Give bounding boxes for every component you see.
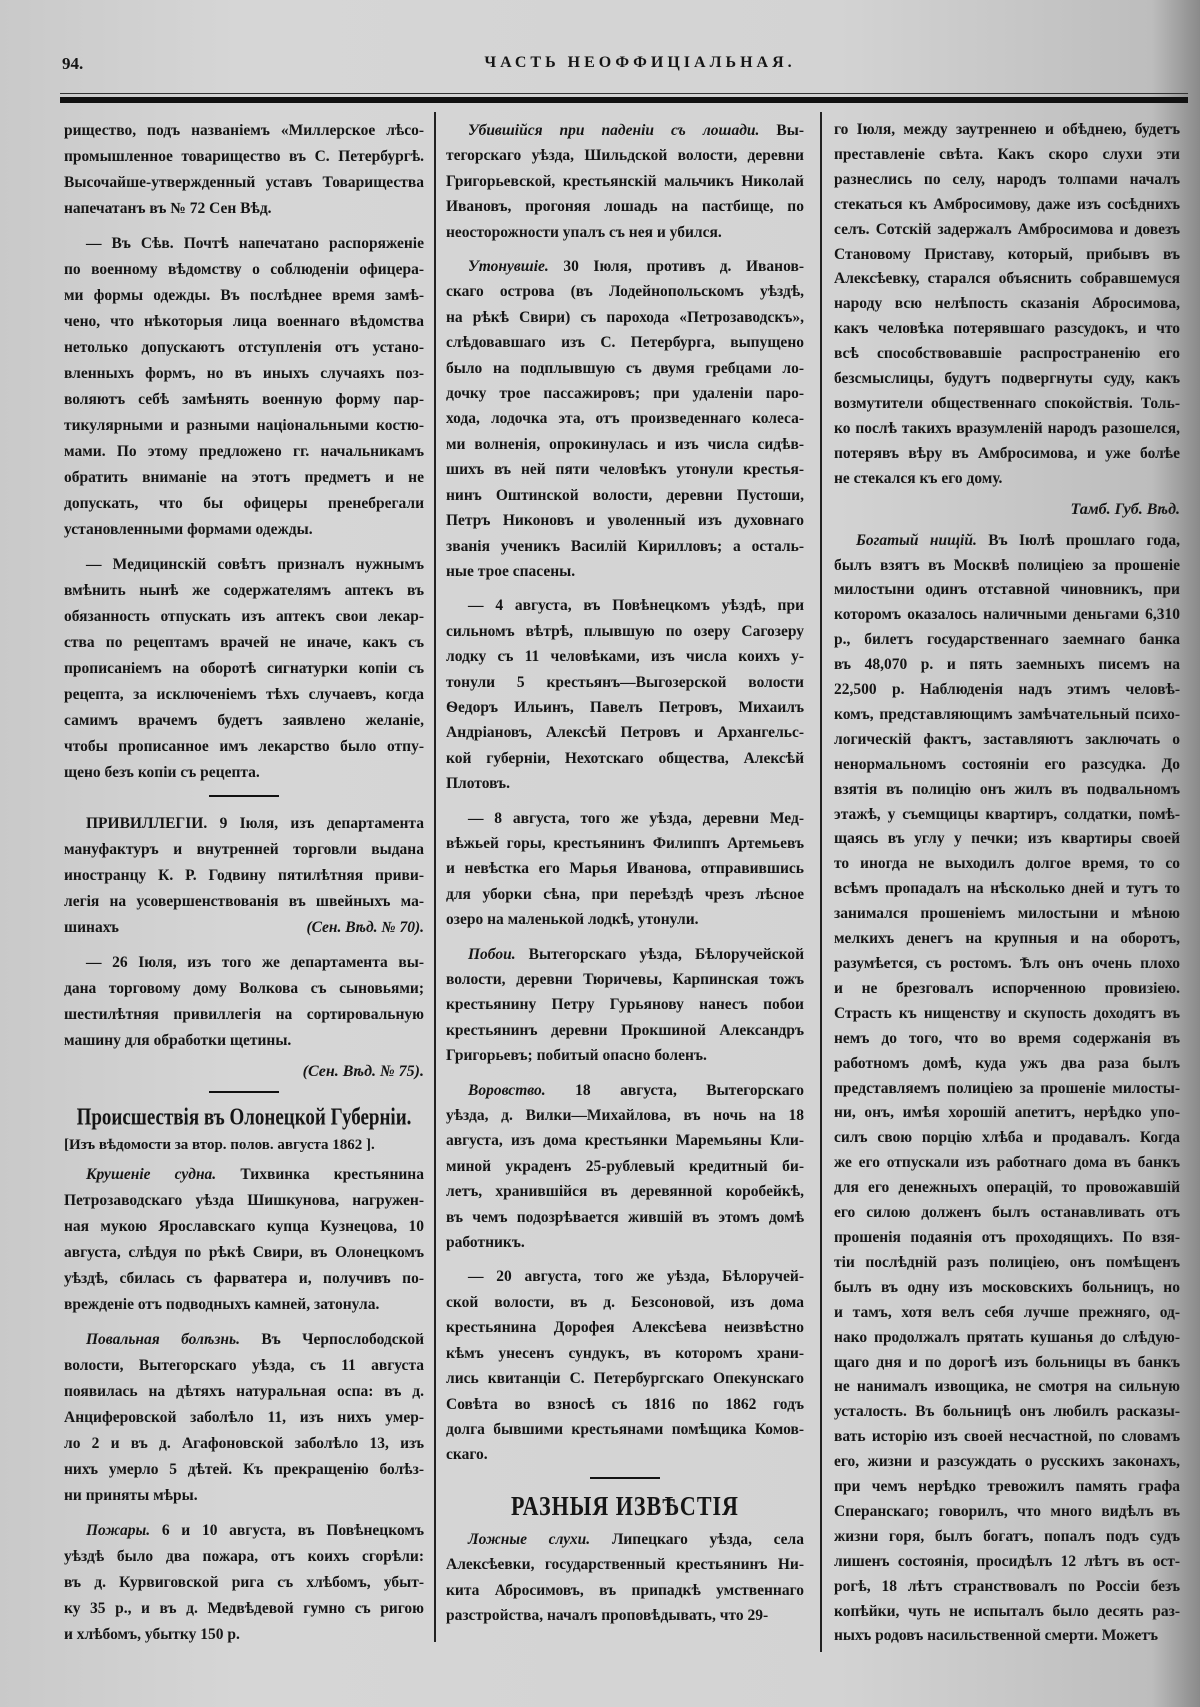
separator-rule — [209, 1091, 279, 1093]
text-line: волости, Вытегорскаго уѣзда, съ 11 августа — [64, 1357, 424, 1374]
text-line: и невѣстка его Марья Иванова, отправившись — [446, 860, 804, 878]
text-line: крестьянину Петру Гурьянову нанесъ побои — [446, 996, 804, 1014]
text-line: Высочайше-утвержденный уставъ Товарищества — [64, 174, 424, 191]
text-line: рищество, подъ названіемъ «Миллерское лѣсо- — [64, 122, 424, 139]
text-line: ные трое спасены. — [446, 562, 576, 580]
text-line: тіи послѣдній разъ полиціею, онъ помѣщенъ — [834, 1253, 1180, 1271]
text-line: этажѣ, у съемщицы квартиръ, солдатки, помѣ- — [834, 805, 1180, 823]
text-line: представляемъ полиціею за прошеніе милосты- — [834, 1079, 1180, 1097]
text-line: чтобы прописанное имъ лекарство было отпу- — [64, 738, 424, 755]
paragraph — [446, 118, 804, 245]
column-divider — [820, 112, 822, 1652]
text-line: го Іюля, между заутреннею и обѣднею, будетъ — [834, 121, 1180, 138]
text-line: Ивановъ, прогоняя лошадь на пастбище, по — [446, 198, 804, 216]
text-line: при чемъ нерѣдко тревожилъ память графа — [834, 1478, 1180, 1496]
text-line: ныхъ родовъ насильственной смерти. Можетъ — [834, 1627, 1159, 1645]
paragraph-lead: Пожары. — [86, 1522, 151, 1539]
text-line: летъ, хранившійся въ деревянной коробейкѣ, — [446, 1183, 804, 1201]
text-line: мами. По этому предложено гг. начальникамъ — [64, 443, 424, 460]
text-line: его, жизни и разсуждать о русскихъ законахъ, — [834, 1453, 1180, 1471]
text-line: Богатый нищій. Въ Іюлѣ прошлаго года, — [856, 531, 1180, 549]
paragraph-lead: Ложные слухи. — [468, 1530, 591, 1548]
text-line: взятія въ полицію онъ жилъ въ подвальномъ — [834, 780, 1180, 798]
paragraph — [446, 254, 804, 584]
text-line: врежденіе отъ подводныхъ камней, затонула. — [64, 1296, 380, 1313]
text-line: въ д. Курвиговской рига съ хлѣбомъ, убыт- — [64, 1574, 424, 1591]
text-line: шестилѣтняя привиллегія на сортировальную — [64, 1006, 424, 1023]
text-line: въ 48,070 р. и пять заемныхъ писемъ на — [834, 656, 1180, 674]
text-line: августа, изъ дома крестьянки Маремьяны Кли- — [446, 1132, 804, 1150]
text-line: безсмыслицы, будутъ подвергнуты суду, какъ — [834, 370, 1180, 388]
paragraph-lead: Крушеніе судна. — [86, 1166, 217, 1183]
text-line: Крушеніе судна. Тихвинка крестьянина — [86, 1166, 424, 1183]
text-line: вѣжьей горы, крестьянинъ Филиппъ Артемьевъ — [446, 834, 804, 852]
text-line: милостыни одинъ отставной чиновникъ, при — [834, 581, 1180, 599]
column-1 — [64, 118, 424, 1657]
text-line: по военному вѣдомству о соблюденіи офицера- — [64, 261, 424, 278]
text-line: Ложные слухи. Липецкаго уѣзда, села — [468, 1530, 804, 1548]
text-line: самимъ врачемъ будетъ заявлено желаніе, — [64, 712, 424, 729]
text-line: ми волненія, опрокинулась и изъ числа сидѣв- — [446, 435, 804, 453]
text-line: дана торговому дому Волкова съ сыновьями; — [64, 980, 424, 997]
text-line: Петръ Никоновъ и уволенный изъ духовнаго — [446, 512, 804, 530]
text-line: не стекался къ его дому. — [834, 469, 1003, 487]
text-line: чено, что нѣкоторыя лица военнаго вѣдомства — [64, 313, 424, 330]
paragraph — [446, 1078, 804, 1256]
text-line: скаго острова (въ Лодейнопольскомъ уѣздѣ, — [446, 283, 804, 301]
section-heading: Происшествія въ Олонецкой Губерніи. — [76, 1104, 412, 1131]
text-line: ПРИВИЛЛЕГІИ. 9 Іюля, изъ департамента — [86, 815, 424, 832]
text-line: для его денежныхъ операцій, то провожавшій — [834, 1179, 1180, 1197]
column-divider — [434, 112, 436, 1642]
text-line: Повальная болѣзнь. Въ Черпослободской — [86, 1331, 424, 1348]
text-line: — 4 августа, въ Повѣнецкомъ уѣздѣ, при — [468, 597, 804, 615]
text-line: Воровство. 18 августа, Вытегорскаго — [468, 1081, 804, 1099]
text-line: занимался прошеніемъ милостыни и мѣною — [834, 905, 1180, 923]
text-line: Алексѣевки, государственный крестьянинъ Ни- — [446, 1556, 804, 1574]
column-3 — [834, 118, 1180, 1658]
text-line: Становому Приставу, который, прибывъ въ — [834, 245, 1180, 263]
text-line: появилась на дѣтяхъ натуральная оспа: въ д. — [64, 1383, 424, 1400]
text-line: логическій фактъ, заставляютъ заключать о — [834, 730, 1180, 748]
text-line: уѣзда, д. Вилки—Михайлова, въ ночь на 18 — [446, 1107, 804, 1125]
text-line: — 20 августа, того же уѣзда, Бѣлоручей- — [468, 1268, 804, 1286]
paragraph-lead: Побои. — [468, 945, 516, 963]
text-line: то иногда не выходилъ долгое время, то со — [834, 855, 1180, 873]
text-line: званія ученикъ Василій Кирилловъ; а осталь- — [446, 537, 804, 555]
text-line: уѣздѣ, сбилась съ фарватера и, получивъ по- — [64, 1270, 424, 1287]
text-line: лодку съ 11 человѣками, изъ числа коихъ у- — [446, 648, 804, 666]
text-line: 22,500 р. Наблюденія надъ этимъ человѣ- — [834, 681, 1180, 699]
text-line: былъ взятъ въ Москвѣ полиціею за прошеніе — [834, 556, 1180, 574]
text-line: щаго дня и по дорогѣ изъ больницы въ банкъ — [834, 1353, 1180, 1371]
text-line: уѣздѣ было два пожара, отъ коихъ сгорѣли: — [64, 1548, 424, 1565]
text-line: въ чемъ подозрѣвается жившій въ этомъ домѣ — [446, 1208, 804, 1226]
text-line: р., билетъ государственнаго заемнаго банка — [834, 631, 1180, 649]
text-line: Ѳедоръ Ильинъ, Павелъ Петровъ, Михаилъ — [446, 698, 804, 716]
paragraph-lead: Убившійся при паденіи съ лошади. — [468, 122, 760, 139]
text-line: Сперанскаго; говорилъ, что много видѣлъ въ — [834, 1502, 1180, 1520]
text-line: жизни горя, былъ богатъ, попалъ подъ судъ — [834, 1527, 1180, 1545]
paragraph-lead: Повальная болѣзнь. — [86, 1331, 240, 1348]
paragraph — [834, 118, 1180, 492]
text-line: вленныхъ формъ, но въ иныхъ случаяхъ поз- — [64, 365, 424, 382]
text-line: неосторожности упалъ съ нея и убился. — [446, 223, 722, 241]
text-line: шихъ въ ней пяти человѣкъ утонули крестья- — [446, 461, 804, 479]
text-line: рогѣ, 18 лѣтъ странствовалъ по Россіи безъ — [834, 1577, 1180, 1595]
page-number: 94. — [62, 54, 84, 73]
running-title: ЧАСТЬ НЕОФФИЦІАЛЬНАЯ. — [484, 54, 796, 71]
text-line: Анциферовской заболѣло 11, изъ нихъ умер- — [64, 1409, 424, 1426]
text-line: крестьянинъ деревни Прокшиной Александръ — [446, 1021, 804, 1039]
text-line: ку 35 р., и въ д. Медвѣдевой гумно съ ригою — [64, 1600, 424, 1617]
text-line: работномъ домѣ, куда ужъ два раза былъ — [834, 1054, 1180, 1072]
text-line: копѣйки, чуть не испыталъ было десять раз- — [834, 1602, 1180, 1620]
separator-rule — [209, 795, 279, 797]
text-line: ная мукою Ярославскаго купца Кузнецова, 10 — [64, 1218, 424, 1235]
text-line: вать исторію изъ своей несчастной, по словамъ — [834, 1428, 1180, 1446]
text-line: преставленіе свѣта. Какъ скоро слухи эти — [834, 145, 1180, 163]
text-line: и не брезговалъ испорченною провизіею. — [834, 979, 1180, 997]
paragraph-lead: Воровство. — [468, 1081, 546, 1099]
text-line: — 8 августа, того же уѣзда, деревни Мед- — [468, 809, 804, 827]
section-subtitle: [Изъ вѣдомости за втор. полов. августа 1862 ]. — [64, 1137, 375, 1153]
source-citation: (Сен. Вѣд. № 75). — [302, 1063, 424, 1080]
text-line: скаго. — [446, 1446, 488, 1464]
text-line: долга бывшими крестьянами помѣщика Комов- — [446, 1420, 804, 1438]
text-line: разнеслись по селу, народъ толпами началъ — [834, 170, 1180, 188]
text-line: волости, деревни Тюричевы, Карпинская тожъ — [446, 971, 804, 988]
text-line: на рѣкѣ Свири) съ парохода «Петрозаводскъ», — [446, 308, 804, 326]
text-line: былъ въ одну изъ московскихъ больницъ, но — [834, 1278, 1180, 1296]
text-line: слѣдовавшаго изъ С. Петербурга, выпущено — [446, 334, 804, 352]
paragraph — [64, 231, 424, 543]
text-line: и тамъ, хотя велъ себя лучше прежняго, од- — [834, 1303, 1180, 1321]
paragraph — [834, 529, 1180, 1650]
text-line: стекаться къ Амбросимову, даже изъ сосѣднихъ — [834, 195, 1180, 213]
paragraph — [64, 950, 424, 1054]
text-line: кой губерніи, Нехотскаго общества, Алексѣй — [446, 749, 804, 767]
text-line: было на подплывшую съ двумя гребцами ло- — [446, 359, 804, 377]
text-line: миной украденъ 25-рублевый кредитный би- — [446, 1157, 804, 1175]
text-line: Григорьевской, крестьянскій мальчикъ Николай — [446, 172, 804, 190]
text-line: Утонувшіе. 30 Іюля, противъ д. Иванов- — [468, 258, 804, 276]
paragraph — [446, 1264, 804, 1467]
text-line: и хлѣбомъ, убытку 150 р. — [64, 1626, 240, 1643]
text-line: его силою долженъ былъ останавливать отъ — [834, 1204, 1180, 1222]
paragraph — [446, 1527, 804, 1629]
text-line: напечатанъ въ № 72 Сен Вѣд. — [64, 200, 272, 217]
text-line: рецепта, за исключеніемъ тѣхъ случаевъ, когда — [64, 686, 424, 703]
text-line: силъ свою порцію хлѣба и продавалъ. Когда — [834, 1129, 1180, 1147]
text-line: легія на усовершенствованія въ швейныхъ ма- — [64, 893, 424, 910]
text-line: ни, онъ, имѣя хорошій апетитъ, нерѣдко упо- — [834, 1104, 1180, 1122]
text-line: ни приняты мѣры. — [64, 1487, 198, 1504]
paragraph — [446, 593, 804, 796]
text-line: прописаніемъ на оборотѣ сигнатурки копіи съ — [64, 660, 424, 677]
text-line: Петрозаводскаго уѣзда Шишкунова, нагружен- — [64, 1192, 424, 1209]
text-line: же его отпускали изъ работнаго дома въ банкъ — [834, 1154, 1180, 1172]
source-citation: (Сен. Вѣд. № 70). — [306, 919, 424, 936]
text-line: лишенъ состоянія, просидѣлъ 12 лѣтъ въ ост- — [834, 1552, 1180, 1570]
text-line: нихъ умерло 5 дѣтей. Къ прекращенію болѣз- — [64, 1461, 424, 1478]
text-line: немъ до того, что во время содержанія въ — [834, 1029, 1180, 1047]
text-line: машину для обработки щетины. — [64, 1032, 292, 1049]
text-line: мелкихъ денегъ на крупныя и на оборотъ, — [834, 930, 1180, 948]
header-rule-thick — [60, 97, 1188, 103]
text-line: допускать, что бы офицеры пренебрегали — [64, 495, 424, 512]
text-line: мануфактуръ и внутренней торговли выдана — [64, 841, 424, 858]
text-line: щаясь въ углу у печки; изъ квартиры своей — [834, 830, 1180, 848]
text-line: обратить вниманіе на этотъ предметъ и не — [64, 469, 424, 486]
text-line: иностранцу К. Р. Годвину пятилѣтняя приви- — [64, 867, 424, 884]
text-line: тегорскаго уѣзда, Шильдской волости, деревни — [446, 147, 804, 165]
text-line: Алексѣевку, старался объяснить собравшемуся — [834, 270, 1180, 288]
text-line: кѣмъ унесенъ сундукъ, въ которомъ храни- — [446, 1344, 804, 1362]
paragraph — [64, 1518, 424, 1648]
text-line: народу всю нелѣпость сказанія Абросимова, — [834, 295, 1180, 313]
text-line: шинахъ (Сен. Вѣд. № 70). — [64, 915, 424, 941]
text-line: Убившійся при паденіи съ лошади. Вы- — [468, 122, 804, 139]
text-line: промышленное товарищество въ С. Петербургѣ. — [64, 148, 424, 165]
paragraph — [64, 118, 424, 222]
text-line: — Медицинскій совѣтъ призналъ нужнымъ — [86, 556, 424, 573]
text-line: работникъ. — [446, 1234, 525, 1252]
paragraph — [64, 1162, 424, 1318]
text-line: сильномъ вѣтрѣ, плывшую по озеру Сагозеру — [446, 622, 804, 640]
text-line: нетолько допускаютъ отступленія отъ устано- — [64, 339, 424, 356]
text-line: вмѣнить нынѣ же содержателямъ аптекъ въ — [64, 582, 424, 599]
paragraph — [446, 942, 804, 1069]
text-line: ло 2 и въ д. Агафоновской заболѣло 13, изъ — [64, 1435, 424, 1452]
text-line: крестьянина Дорофея Алексѣева неизвѣстно — [446, 1319, 804, 1337]
text-line: Страсть къ нищенству и скупость доходятъ въ — [834, 1004, 1180, 1022]
text-line: — 26 Іюля, изъ того же департамента вы- — [86, 954, 424, 971]
text-line: всѣ способствовавшіе распространенію его — [834, 345, 1180, 363]
text-line: Побои. Вытегорскаго уѣзда, Бѣлоручейской — [468, 945, 804, 963]
text-line: возмутители общественнаго спокойствія. Толь- — [834, 394, 1180, 412]
text-line: нинъ Оштинской волости, деревни Пустоши, — [446, 486, 804, 504]
text-line: комъ, представляющимъ замѣчательный психо- — [834, 705, 1180, 723]
text-line: для уборки сѣна, при переѣздѣ чрезъ лѣсное — [446, 885, 804, 903]
text-line: Григорьевъ; побитый опасно боленъ. — [446, 1047, 707, 1065]
text-line: обязанность отпускать изъ аптекъ свои лекар- — [64, 608, 424, 625]
text-line: Плотовъ. — [446, 775, 510, 793]
text-line: разстройства, началъ проповѣдывать, что 29- — [446, 1606, 769, 1624]
section-heading: РАЗНЫЯ ИЗВѢСТІЯ — [511, 1489, 739, 1521]
text-line: разумѣется, съ ростомъ. Ѣлъ онъ очень плохо — [834, 955, 1180, 972]
source-citation: Тамб. Губ. Вѣд. — [1070, 500, 1180, 518]
text-line: ской волости, въ д. Безсоновой, изъ дома — [446, 1293, 804, 1311]
text-line: ства по рецептамъ врачей не иначе, какъ съ — [64, 634, 424, 651]
text-line: дочку трое пассажировъ; при удаленіи паро- — [446, 385, 804, 403]
text-line: озеро на маленькой лодкѣ, утонули. — [446, 911, 699, 929]
text-line: усталость. Въ больницѣ онъ любилъ расказы- — [834, 1403, 1180, 1421]
paragraph — [64, 552, 424, 786]
text-line: щено безъ копіи съ рецепта. — [64, 764, 260, 781]
text-line: всѣмъ пропадалъ на нѣсколько дней и тутъ то — [834, 880, 1180, 898]
paragraph-lead: Богатый нищій. — [856, 531, 977, 549]
text-line: Андріановъ, Алексѣй Петровъ и Архангельс- — [446, 724, 804, 742]
text-line: тикулярными и разными національными костю- — [64, 417, 424, 434]
text-line: тонули 5 крестьянъ—Выгозерской волости — [446, 673, 804, 691]
separator-rule — [590, 1477, 660, 1479]
text-line: Пожары. 6 и 10 августа, въ Повѣнецкомъ — [86, 1522, 424, 1539]
text-line: какъ человѣка потерявшаго разсудокъ, и что — [834, 320, 1180, 338]
paragraph — [446, 806, 804, 933]
paragraph — [64, 811, 424, 941]
paragraph-lead: Утонувшіе. — [468, 258, 549, 276]
text-line: августа, слѣдуя по рѣкѣ Свири, въ Олонецкомъ — [64, 1244, 424, 1261]
text-line: Совѣта во взносѣ съ 1816 по 1862 годъ — [446, 1395, 804, 1413]
column-2 — [446, 118, 804, 1637]
text-line: ко послѣ такихъ вразумленій народъ разошелся, — [834, 419, 1180, 437]
text-line: кита Абросимовъ, въ припадкѣ умственнаго — [446, 1581, 804, 1599]
text-line: воляютъ себѣ замѣнять военную форму пар- — [64, 391, 424, 408]
text-line: хода, лодочка эта, отъ произведеннаго колеса- — [446, 410, 804, 428]
text-line: лись квитанціи С. Петербургскаго Опекунскаго — [446, 1370, 804, 1388]
paragraph — [64, 1327, 424, 1509]
text-line: нако продолжалъ прятать кушанья до слѣдую- — [834, 1328, 1180, 1346]
text-line: — Въ Сѣв. Почтѣ напечатано распоряженіе — [86, 235, 424, 252]
text-line: установленными формами одежды. — [64, 521, 313, 538]
text-line: которомъ оказалось наличными деньгами 6,310 — [834, 606, 1180, 624]
text-line: прошенія подаянія отъ проходящихъ. По взя- — [834, 1228, 1180, 1246]
text-line: потерявъ вѣру въ Амбросимова, и уже болѣе — [834, 444, 1180, 462]
text-line: ненормальномъ состояніи его разсудка. До — [834, 755, 1180, 773]
text-line: не нанималъ извощика, не смотря на сильную — [834, 1378, 1180, 1396]
header-rule-thin — [60, 93, 1188, 94]
text-line: селъ. Сотскій задержалъ Амбросимова и довезъ — [834, 220, 1180, 238]
text-line: ми формы одежды. Въ послѣднее время замѣ- — [64, 287, 424, 304]
